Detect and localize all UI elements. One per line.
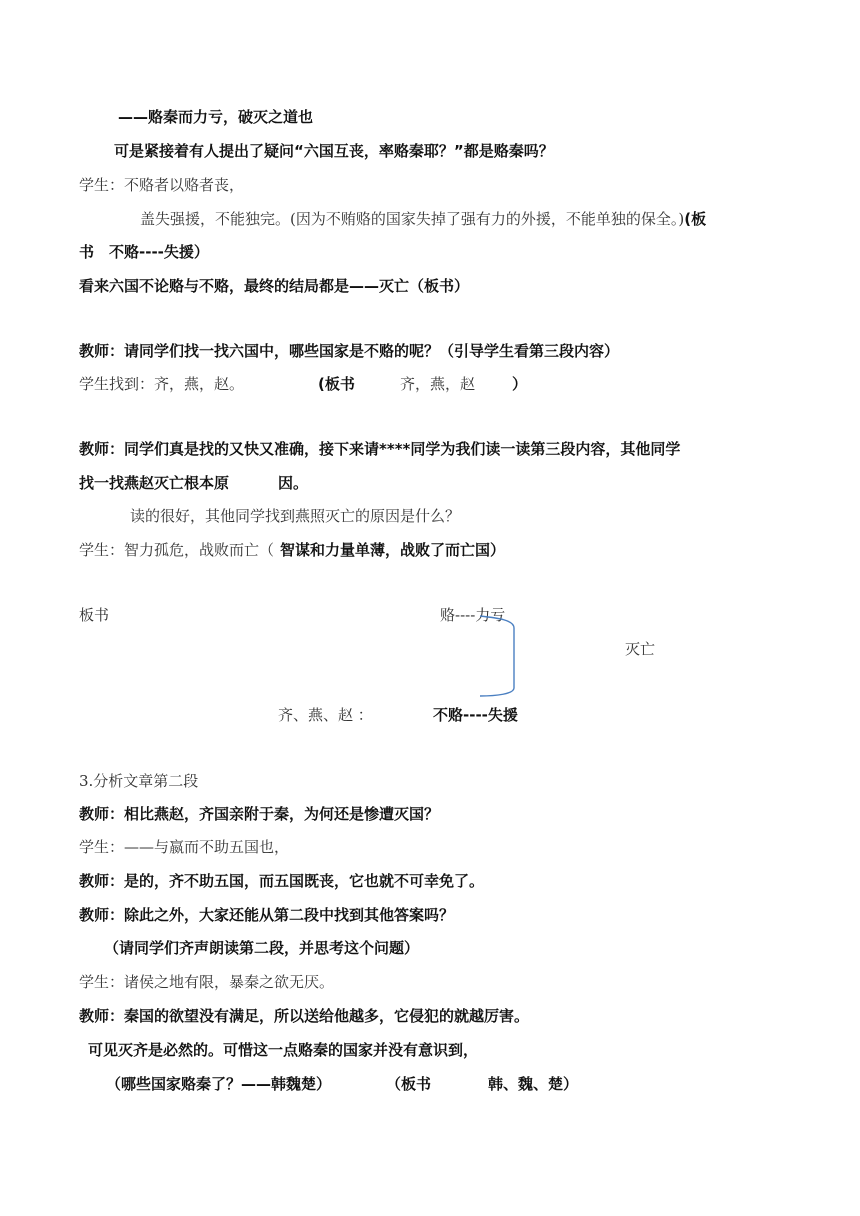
line-12 xyxy=(79,540,505,560)
line-3: 学生：不赂者以赂者丧， xyxy=(79,176,245,194)
line-8b: (板书 xyxy=(318,375,355,393)
line-10b: 因。 xyxy=(278,474,309,492)
line-4-text: 盖失强援，不能独完。(因为不贿赂的国家失掉了强有力的外援，不能单独的保全。) xyxy=(140,210,685,228)
t-line-9c: 韩、魏、楚） xyxy=(488,1075,579,1093)
line-9: 教师：同学们真是找的又快又准确，接下来请****同学为我们读一读第三段内容，其他同学 xyxy=(79,440,681,458)
line-2: 可是紧接着有人提出了疑问“六国互丧，率赂秦耶？”都是赂秦吗？ xyxy=(114,142,554,160)
line-7: 教师：请同学们找一找六国中，哪些国家是不赂的呢？（引导学生看第三段内容） xyxy=(79,342,620,360)
t-line-6: 学生：诸侯之地有限，暴秦之欲无厌。 xyxy=(79,973,335,991)
t-line-4: 教师：除此之外，大家还能从第二段中找到其他答案吗？ xyxy=(79,906,455,924)
t-line-3: 教师：是的，齐不助五国，而五国既丧，它也就不可幸免了。 xyxy=(79,872,485,890)
board-label: 板书 xyxy=(79,606,110,624)
t-line-9b: （板书 xyxy=(386,1075,432,1093)
t-line-7: 教师：秦国的欲望没有满足，所以送给他越多，它侵犯的就越厉害。 xyxy=(79,1007,530,1025)
t-line-1: 教师：相比燕赵，齐国亲附于秦，为何还是惨遭灭国？ xyxy=(79,805,440,823)
board-bracket xyxy=(470,606,530,706)
board-top: 赂----力亏 xyxy=(440,606,506,624)
line-1: ——赂秦而力亏，破灭之道也 xyxy=(118,108,314,126)
line-8d: ） xyxy=(512,375,528,393)
board-left: 齐、燕、赵 ： xyxy=(278,706,373,724)
line-4-board: (板 xyxy=(684,210,707,228)
line-12-student: 学生：智力孤危，战败而亡（ xyxy=(79,541,275,559)
section-3-title: 3.分析文章第二段 xyxy=(79,772,199,790)
line-5: 书 不赂----失援） xyxy=(79,243,209,261)
line-10a: 找一找燕赵灭亡根本原 xyxy=(79,474,230,492)
t-line-8: 可见灭齐是必然的。可惜这一点赂秦的国家并没有意识到， xyxy=(88,1041,479,1059)
line-4 xyxy=(140,209,706,229)
line-6: 看来六国不论赂与不赂，最终的结局都是——灭亡（板书） xyxy=(79,277,470,295)
line-8c: 齐，燕，赵 xyxy=(400,375,476,393)
t-line-2: 学生：——与嬴而不助五国也， xyxy=(79,838,290,856)
t-line-5: （请同学们齐声朗读第二段，并思考这个问题） xyxy=(104,939,420,957)
line-12-explain: 智谋和力量单薄，战败了而亡国） xyxy=(280,541,506,559)
line-11: 读的很好，其他同学找到燕照灭亡的原因是什么？ xyxy=(130,507,461,525)
board-result: 灭亡 xyxy=(625,640,656,658)
t-line-9a: （哪些国家赂秦了？——韩魏楚） xyxy=(106,1075,332,1093)
board-bottom: 不赂----失援 xyxy=(433,706,518,724)
line-8a: 学生找到：齐，燕，赵。 xyxy=(79,375,245,393)
